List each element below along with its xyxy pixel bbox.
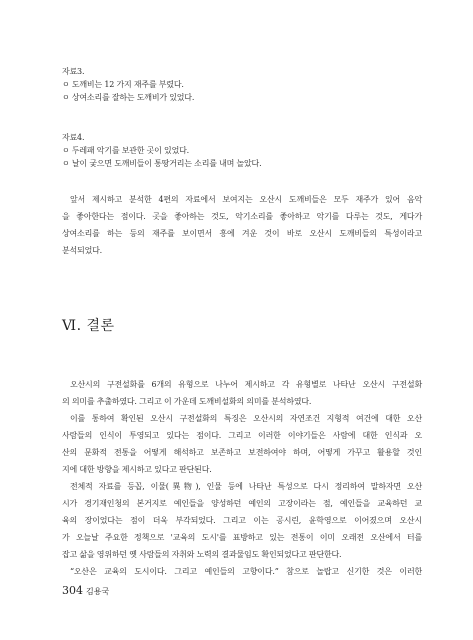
conclusion-line: 시가 경기재인청의 본거지로 예인들을 양성하던 예인의 고장이라는 점, 예인들을 교육하던 교 xyxy=(62,499,422,508)
conclusion-line: 사람들의 인식이 투영되고 있다는 점이다. 그리고 이러한 이야기들은 사람에 대한 인식과 오 xyxy=(62,431,422,440)
conclusion-line: 이를 통하여 확인된 오산시 구전설화의 특징은 오산시의 자연조건 지형적 여건에 대한 오산 xyxy=(70,414,422,423)
analysis-paragraph-line: 상여소리를 하는 등의 재주를 보이면서 흥에 겨운 것이 바로 오산시 도깨비들의 특성이라고 xyxy=(62,229,422,238)
conclusion-line: “오산은 교육의 도시이다. 그리고 예인들의 고향이다.” 참으로 놀랍고 신기한 것은 이러한 xyxy=(70,567,422,576)
analysis-paragraph-line: 앞서 제시하고 분석한 4편의 자료에서 보여지는 오산시 도깨비들은 모두 재주가 있어 음악 xyxy=(70,195,422,204)
conclusion-line: 오산시의 구전설화를 6개의 유형으로 나누어 제시하고 각 유형별로 나타난 오산시 구전설화 xyxy=(70,380,422,389)
page-number: 304 xyxy=(62,584,83,597)
data-item: ㅇ 상여소리를 잘하는 도깨비가 있었다. xyxy=(62,93,195,102)
analysis-paragraph-line: 을 좋아한다는 점이다. 곳을 좋아하는 것도, 악기소리를 좋아하고 악기를 다루는 것도, 게다가 xyxy=(62,212,422,221)
data-label-3: 자료3. xyxy=(62,67,85,76)
running-author: 김용국 xyxy=(86,587,110,596)
conclusion-line: 산의 문화적 전통을 어떻게 해석하고 보존하고 보전하여야 하며, 어떻게 가꾸고 활용할 것인 xyxy=(62,448,422,457)
data-label-4: 자료4. xyxy=(62,133,85,142)
conclusion-line: 가 오늘날 주요한 정책으로 '교육의 도시'를 표방하고 있는 전통이 이미 오래전 오산에서 터를 xyxy=(62,533,422,542)
section-heading: Ⅵ. 결론 xyxy=(62,318,115,334)
conclusion-line: 전체적 자료를 등꼽, 이물(異物), 인물 등에 나타난 특성으로 다시 정리하여 말하자면 오산 xyxy=(70,482,422,491)
conclusion-line: 육의 장이었다는 점이 더욱 부각되었다. 그리고 이는 공시린, 윤학영으로 이어졌으며 오산시 xyxy=(62,516,422,525)
data-item: ㅇ 도깨비는 12 가지 재주를 부렸다. xyxy=(62,80,184,89)
page-footer xyxy=(62,585,109,598)
data-item: ㅇ 두레패 악기를 보관한 곳이 있었다. xyxy=(62,146,189,155)
conclusion-line: 잡고 삶을 영위하던 옛 사람들의 자취와 노력의 결과물임도 확인되었다고 판단한다. xyxy=(62,550,342,559)
data-item: ㅇ 날이 궂으면 도깨비들이 통땅거리는 소리를 내며 놀았다. xyxy=(62,159,262,168)
analysis-paragraph-line: 분석되었다. xyxy=(62,246,102,255)
conclusion-line: 의 의미를 추출하였다. 그리고 이 가운데 도깨비설화의 의미를 분석하였다. xyxy=(62,397,312,406)
conclusion-line: 지에 대한 방향을 제시하고 있다고 판단된다. xyxy=(62,465,212,474)
